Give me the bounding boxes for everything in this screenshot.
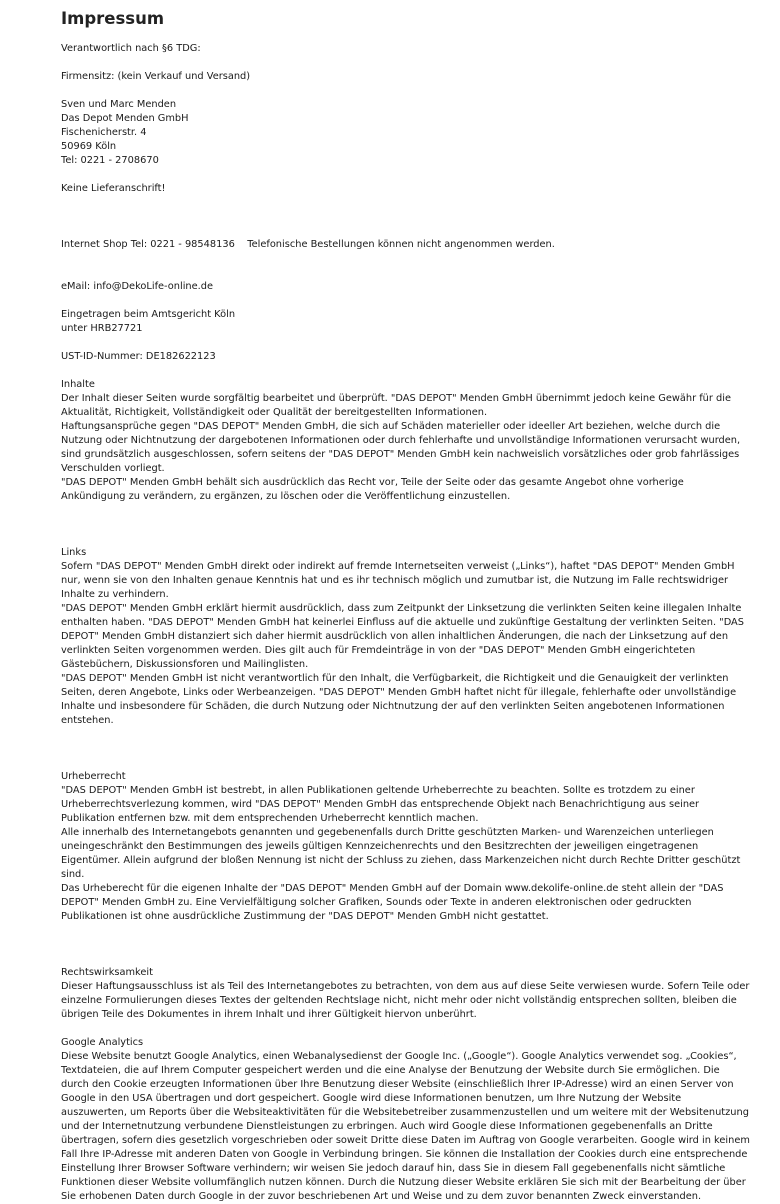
section-title: Rechtswirksamkeit [61,967,153,978]
email-text: eMail: info@DekoLife-online.de [61,281,214,292]
section-paragraph: Diese Website benutzt Google Analytics, einen Webanalysedienst der Google Inc. („Google“). Google Analytics verwendet sog. „Cookies“, Textdateien, die auf Ihrem Computer gespeichert werden und die eine Analyse der Benutzung der Website durch Sie ermöglichen. Die durch den Cookie erzeugten Informationen über Ihre Benutzung dieser Website (einschließlich Ihrer IP-Adresse) wird an einen Server von Google in den USA übertragen und dort gespeichert. Google wird diese Informationen benutzen, um Ihre Nutzung der Website auszuwerten, um Reports über die Websiteaktivitäten für die Websitebetreiber zusammenzustellen und um weitere mit der Websitenutzung und der Internetnutzung verbundene Dienstleistungen zu erbringen. Auch wird Google diese Informationen gegebenenfalls an Dritte übertragen, sofern dies gesetzlich vorgeschrieben oder soweit Dritte diese Daten im Auftrag von Google verarbeiten. Google wird in keinem Fall Ihre IP-Adresse mit anderen Daten von Google in Verbindung bringen. Sie können die Installation der Cookies durch eine entsprechende Einstellung Ihrer Browser Software verhindern; wir weisen Sie jedoch darauf hin, dass Sie in diesem Fall gegebenenfalls nicht sämtliche Funktionen dieser Website vollumfänglich nutzen können. Durch die Nutzung dieser Website erklären Sie sich mit der Bearbeitung der über Sie erhobenen Daten durch Google in der zuvor beschriebenen Art und Weise und zu dem zuvor benannten Zweck einverstanden. [61,1051,750,1202]
section-analytics [61,1036,750,1204]
section-paragraph: Alle innerhalb des Internetangebots genannten und gegebenenfalls durch Dritte geschützten Marken- und Warenzeichen unterliegen uneingeschränkt den Bestimmungen des jeweils gültigen Kennzeichenrechts und den Besitzrechten der jeweiligen eingetragenen Eigentümer. Allein aufgrund der bloßen Nennung ist nicht der Schluss zu ziehen, dass Markenzeichen nicht durch Rechte Dritter geschützt sind. [61,827,741,880]
address-line: Tel: 0221 - 2708670 [61,155,159,166]
no-delivery-text: Keine Lieferanschrift! [61,183,166,194]
section-paragraph: "DAS DEPOT" Menden GmbH behält sich ausdrücklich das Recht vor, Teile der Seite oder das gesamte Angebot ohne vorherige Ankündigung zu verändern, zu ergänzen, zu löschen oder die Veröffentlichung einzustellen. [61,477,684,502]
section-title: Urheberrecht [61,771,126,782]
section-title: Inhalte [61,379,95,390]
section-inhalte [61,378,750,504]
address-line: Das Depot Menden GmbH [61,113,189,124]
address-line: Fischenicherstr. 4 [61,127,147,138]
responsible-block [61,42,750,1204]
register-block [61,308,750,336]
section-rechtswirksamkeit [61,966,750,1022]
address-block [61,98,750,168]
section-title: Google Analytics [61,1037,144,1048]
section-paragraph: Der Inhalt dieser Seiten wurde sorgfältig bearbeitet und überprüft. "DAS DEPOT" Menden GmbH übernimmt jedoch keine Gewähr für die Aktualität, Richtigkeit, Vollständigkeit oder Qualität der bereitgestellten Informationen. [61,393,731,418]
section-paragraph: Haftungsansprüche gegen "DAS DEPOT" Menden GmbH, die sich auf Schäden materieller oder ideeller Art beziehen, welche durch die Nutzung oder Nichtnutzung der dargebotenen Informationen oder durch fehlerhafte und unvollständige Informationen verursacht wurden, sind grundsätzlich ausgeschlossen, sofern seitens der "DAS DEPOT" Menden GmbH kein nachweislich vorsätzliches oder grob fahrlässiges Verschulden vorliegt. [61,421,741,474]
page-title: Impressum [61,9,165,28]
register-line: unter HRB27721 [61,323,143,334]
register-line: Eingetragen beim Amtsgericht Köln [61,309,236,320]
section-paragraph: Das Urheberecht für die eigenen Inhalte der "DAS DEPOT" Menden GmbH auf der Domain www.dekolife-online.de steht allein der "DAS DEPOT" Menden GmbH zu. Eine Vervielfältigung solcher Grafiken, Sounds oder Texte in anderen elektronischen oder gedruckten Publikationen ist ohne ausdrückliche Zustimmung der "DAS DEPOT" Menden GmbH nicht gestattet. [61,883,724,922]
section-title: Links [61,547,87,558]
address-line: 50969 Köln [61,141,117,152]
responsible-text: Verantwortlich nach §6 TDG: [61,43,201,54]
section-urheberrecht [61,770,750,924]
section-paragraph: Dieser Haftungsausschluss ist als Teil des Internetangebotes zu betrachten, von dem aus auf diese Seite verwiesen wurde. Sofern Teile oder einzelne Formulierungen dieses Textes der geltenden Rechtslage nicht, nicht mehr oder nicht vollständig entsprechen sollten, bleiben die übrigen Teile des Dokumentes in ihrem Inhalt und ihrer Gültigkeit hiervon unberührt. [61,981,750,1020]
shop-phone-text: Internet Shop Tel: 0221 - 98548136 Telefonische Bestellungen können nicht angenommen werden. [61,239,555,250]
section-links [61,546,750,728]
address-line: Sven und Marc Menden [61,99,177,110]
section-paragraph: "DAS DEPOT" Menden GmbH ist nicht verantwortlich für den Inhalt, die Verfügbarkeit, die Richtigkeit und die Genauigkeit der verlinkten Seiten, deren Angebote, Links oder Werbeanzeigen. "DAS DEPOT" Menden GmbH haftet nicht für illegale, fehlerhafte oder unvollständige Inhalte und insbesondere für Schäden, die durch Nutzung oder Nichtnutzung der auf den verlinkten Seiten angebotenen Informationen entstehen. [61,673,737,726]
section-paragraph: "DAS DEPOT" Menden GmbH ist bestrebt, in allen Publikationen geltende Urheberrechte zu beachten. Sollte es trotzdem zu einer Urheberrechtsverlezung kommen, wird "DAS DEPOT" Menden GmbH das entsprechende Objekt nach Benachrichtigung aus seiner Publikation entfernen bzw. mit dem entsprechenden Urheberrecht kenntlich machen. [61,785,700,824]
vat-id-text: UST-ID-Nummer: DE182622123 [61,351,216,362]
section-paragraph: Sofern "DAS DEPOT" Menden GmbH direkt oder indirekt auf fremde Internetseiten verweist („Links“), haftet "DAS DEPOT" Menden GmbH nur, wenn sie von den Inhalten genaue Kenntnis hat und es ihr technisch möglich und zumutbar ist, die Nutzung im Falle rechtswidriger Inhalte zu verhindern. [61,561,735,600]
company-seat-text: Firmensitz: (kein Verkauf und Versand) [61,71,251,82]
section-paragraph: "DAS DEPOT" Menden GmbH erklärt hiermit ausdrücklich, dass zum Zeitpunkt der Linksetzung die verlinkten Seiten keine illegalen Inhalte enthalten haben. "DAS DEPOT" Menden GmbH hat keinerlei Einfluss auf die aktuelle und zukünftige Gestaltung der verlinkten Seiten. "DAS DEPOT" Menden GmbH distanziert sich daher hiermit ausdrücklich von allen inhaltlichen Änderungen, die nach der Linksetzung auf den verlinkten Seiten vorgenommen werden. Dies gilt auch für Fremdeinträge in von der "DAS DEPOT" Menden GmbH eingerichteten Gästebüchern, Diskussionsforen und Mailinglisten. [61,603,744,670]
